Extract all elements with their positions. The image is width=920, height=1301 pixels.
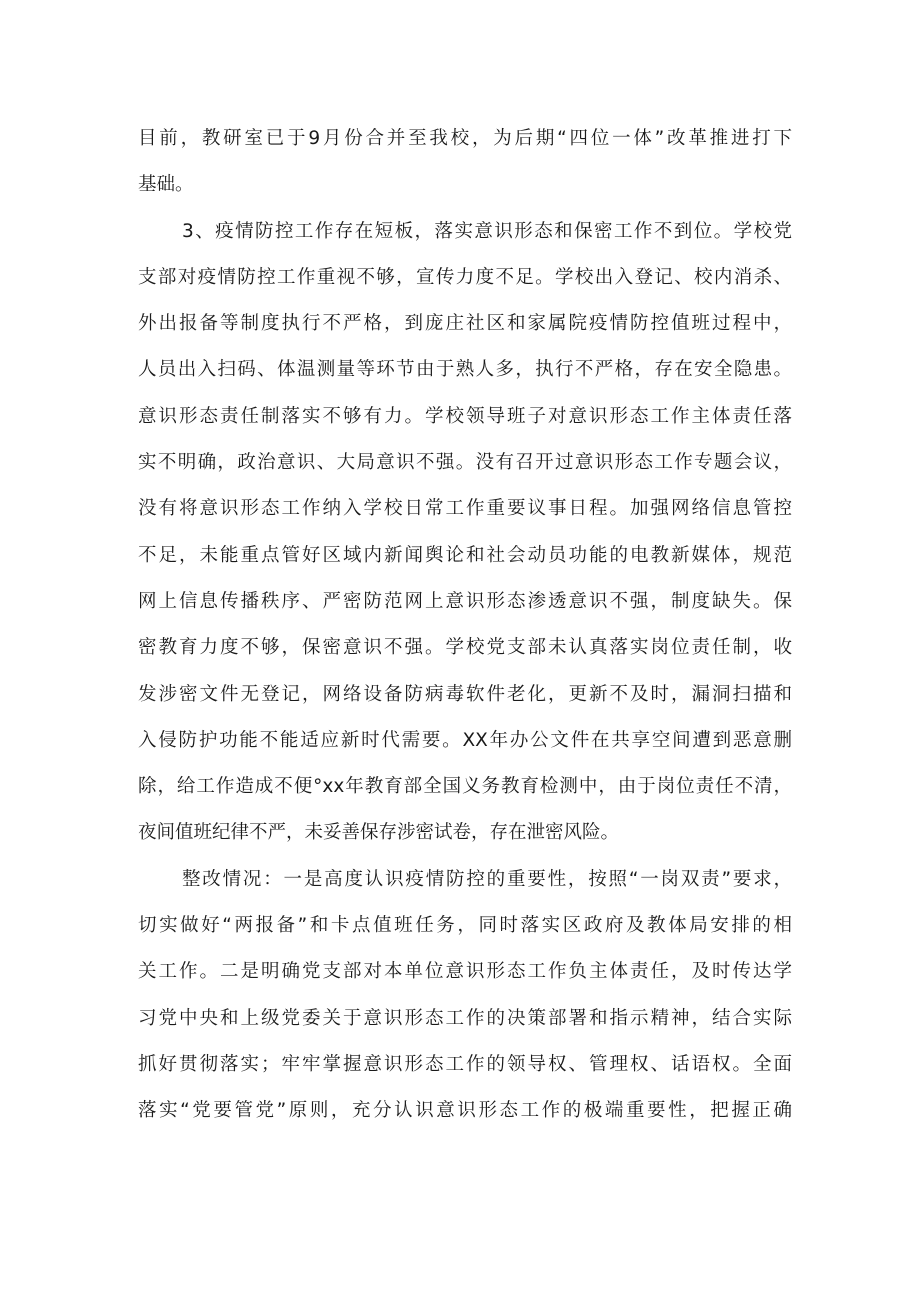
- text-line: 切实做好“两报备”和卡点值班任务，同时落实区政府及教体局安排的相: [138, 915, 792, 937]
- text-line: 抓好贯彻落实；牢牢掌握意识形态工作的领导权、管理权、话语权。全面: [138, 1053, 792, 1075]
- text-line: 夜间值班纪律不严，未妥善保存涉密试卷，存在泄密风险。: [138, 822, 620, 844]
- paragraph-3: [138, 857, 792, 1135]
- text-line: 基础。: [138, 174, 194, 196]
- text-line: 意识形态责任制落实不够有力。学校领导班子对意识形态工作主体责任落: [138, 405, 792, 427]
- text-line: 实不明确，政治意识、大局意识不强。没有召开过意识形态工作专题会议，: [138, 452, 792, 474]
- text-line: 目前，教研室已于9月份合并至我校，为后期“四位一体”改革推进打下: [138, 128, 792, 149]
- text-line: 不足，未能重点管好区域内新闻舆论和社会动员功能的电教新媒体，规范: [138, 544, 792, 566]
- text-line: 网上信息传播秩序、严密防范网上意识形态渗透意识不强，制度缺失。保: [138, 590, 792, 612]
- text-line: 人员出入扫码、体温测量等环节由于熟人多，执行不严格，存在安全隐患。: [138, 359, 792, 381]
- text-line: 3、疫情防控工作存在短板，落实意识形态和保密工作不到位。学校党: [182, 220, 792, 242]
- paragraph-1: [138, 116, 792, 209]
- document-body: [138, 116, 792, 1135]
- text-line: 外出报备等制度执行不严格，到庞庄社区和家属院疫情防控值班过程中，: [138, 313, 792, 335]
- text-line: 落实“党要管党”原则，充分认识意识形态工作的极端重要性，把握正确: [138, 1100, 792, 1122]
- text-line: 习党中央和上级党委关于意识形态工作的决策部署和指示精神，结合实际: [138, 1007, 792, 1029]
- text-line: 密教育力度不够，保密意识不强。学校党支部未认真落实岗位责任制，收: [138, 637, 792, 659]
- text-line: 除，给工作造成不便°xx年教育部全国义务教育检测中，由于岗位责任不清，: [138, 776, 792, 798]
- text-line: 支部对疫情防控工作重视不够，宣传力度不足。学校出入登记、校内消杀、: [138, 266, 792, 288]
- text-line: 关工作。二是明确党支部对本单位意识形态工作负主体责任，及时传达学: [138, 961, 792, 983]
- text-line: 没有将意识形态工作纳入学校日常工作重要议事日程。加强网络信息管控: [138, 498, 792, 520]
- paragraph-2: [138, 209, 792, 857]
- text-line: 发涉密文件无登记，网络设备防病毒软件老化，更新不及时，漏洞扫描和: [138, 683, 792, 705]
- text-line: 整改情况：一是高度认识疫情防控的重要性，按照“一岗双责”要求，: [182, 868, 792, 890]
- text-line: 入侵防护功能不能适应新时代需要。XX年办公文件在共享空间遭到恶意删: [138, 729, 792, 751]
